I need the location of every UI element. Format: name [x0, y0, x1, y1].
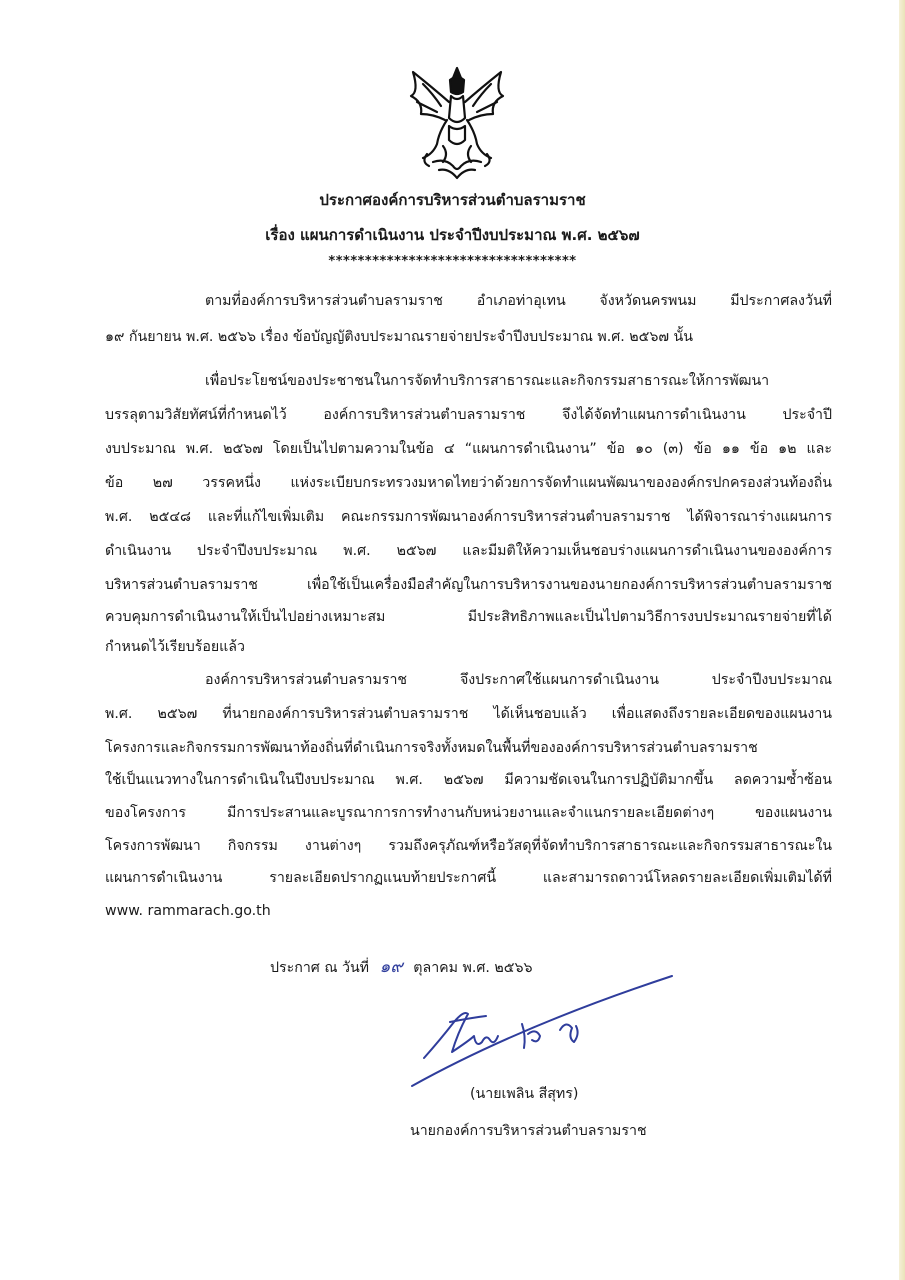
- paragraph-line: ควบคุมการดำเนินงานให้เป็นไปอย่างเหมาะสม มีประสิทธิภาพและเป็นไปตามวิธีการงบประมาณรายจ่ายที่ได้: [105, 609, 832, 625]
- paragraph-line: กำหนดไว้เรียบร้อยแล้ว: [105, 639, 245, 655]
- website-link[interactable]: www. rammarach.go.th: [105, 903, 271, 919]
- paragraph-line: ของโครงการ มีการประสานและบูรณาการการทำงานกับหน่วยงานและจำแนกรายละเอียดต่างๆ ของแผนงาน: [105, 805, 832, 821]
- announcement-day: ๑๙: [379, 957, 403, 977]
- announcement-prefix: ประกาศ ณ วันที่: [270, 960, 370, 976]
- paragraph-line: ๑๙ กันยายน พ.ศ. ๒๕๖๖ เรื่อง ข้อบัญญัติงบประมาณรายจ่ายประจำปีงบประมาณ พ.ศ. ๒๕๖๗ นั้น: [105, 329, 693, 345]
- paragraph-line: ข้อ ๒๗ วรรคหนึ่ง แห่งระเบียบกระทรวงมหาดไทยว่าด้วยการจัดทำแผนพัฒนาขององค์กรปกครองส่วนท้องถิ่น: [105, 475, 832, 491]
- paragraph-line: เพื่อประโยชน์ของประชาชนในการจัดทำบริการสาธารณะและกิจกรรมสาธารณะให้การพัฒนา: [205, 373, 770, 389]
- paragraph-line: ใช้เป็นแนวทางในการดำเนินในปีงบประมาณ พ.ศ. ๒๕๖๗ มีความชัดเจนในการปฏิบัติมากขึ้น ลดความซ้ำซ้อน: [105, 772, 832, 788]
- paragraph-line: งบประมาณ พ.ศ. ๒๕๖๗ โดยเป็นไปตามความในข้อ ๔ “แผนการดำเนินงาน” ข้อ ๑๐ (๓) ข้อ ๑๑ ข้อ ๑๒ และ: [105, 441, 832, 457]
- paragraph-line: โครงการพัฒนา กิจกรรม งานต่างๆ รวมถึงครุภัณฑ์หรือวัสดุที่จัดทำบริการสาธารณะและกิจกรรมสาธารณะใน: [105, 838, 832, 854]
- paragraph-line: พ.ศ. ๒๕๖๗ ที่นายกองค์การบริหารส่วนตำบลรามราช ได้เห็นชอบแล้ว เพื่อแสดงถึงรายละเอียดของแผนงาน: [105, 706, 832, 722]
- paragraph-line: องค์การบริหารส่วนตำบลรามราช จึงประกาศใช้แผนการดำเนินงาน ประจำปีงบประมาณ: [205, 672, 832, 688]
- signature-icon: [410, 970, 680, 1090]
- signer-name: (นายเพลิน สีสุทร): [470, 1086, 579, 1102]
- paragraph-line: แผนการดำเนินงาน รายละเอียดปรากฏแนบท้ายประกาศนี้ และสามารถดาวน์โหลดรายละเอียดเพิ่มเติมได้ที่: [105, 870, 832, 886]
- document-title: ประกาศองค์การบริหารส่วนตำบลรามราช: [319, 191, 586, 209]
- title-separator: **********************************: [328, 254, 577, 269]
- paragraph-line: บรรลุตามวิสัยทัศน์ที่กำหนดไว้ องค์การบริหารส่วนตำบลรามราช จึงได้จัดทำแผนการดำเนินงาน ประจำปี: [105, 407, 832, 423]
- paragraph-line: บริหารส่วนตำบลรามราช เพื่อใช้เป็นเครื่องมือสำคัญในการบริหารงานของนายกองค์การบริหารส่วนตำบลรามราช: [105, 577, 832, 593]
- announcement-suffix: ตุลาคม พ.ศ. ๒๕๖๖: [413, 960, 533, 976]
- paragraph-line: ดำเนินงาน ประจำปีงบประมาณ พ.ศ. ๒๕๖๗ และมีมติให้ความเห็นชอบร่างแผนการดำเนินงานขององค์การ: [105, 543, 832, 559]
- paragraph-line: พ.ศ. ๒๕๔๘ และที่แก้ไขเพิ่มเติม คณะกรรมการพัฒนาองค์การบริหารส่วนตำบลรามราช ได้พิจารณาร่างแผนการ: [105, 509, 832, 525]
- paragraph-line: ตามที่องค์การบริหารส่วนตำบลรามราช อำเภอท่าอุเทน จังหวัดนครพนม มีประกาศลงวันที่: [205, 293, 832, 309]
- paragraph-line: โครงการและกิจกรรมการพัฒนาท้องถิ่นที่ดำเนินการจริงทั้งหมดในพื้นที่ขององค์การบริหารส่วนตำบลรามราช: [105, 740, 758, 756]
- signer-title: นายกองค์การบริหารส่วนตำบลรามราช: [410, 1123, 647, 1139]
- garuda-emblem-icon: [393, 62, 521, 184]
- document-subject: เรื่อง แผนการดำเนินงาน ประจำปีงบประมาณ พ.ศ. ๒๕๖๗: [265, 226, 640, 244]
